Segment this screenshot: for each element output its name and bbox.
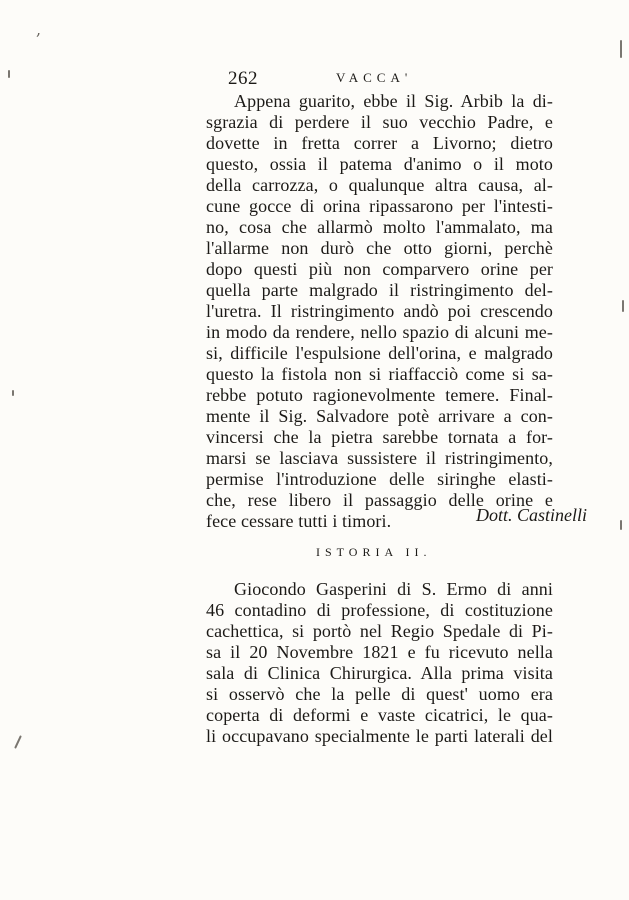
- text-line: cune gocce di orina ripassarono per l'intesti-: [206, 196, 553, 216]
- scan-speck: [8, 70, 10, 78]
- text-line: dovette in fretta correr a Livorno; dietro: [206, 133, 553, 153]
- page-number: 262: [228, 68, 258, 89]
- text-line: no, cosa che allarmò molto l'ammalato, ma: [206, 217, 553, 237]
- section-title: ISTORIA II.: [316, 545, 432, 559]
- text-line: questo, ossia il patema d'animo o il moto: [206, 154, 553, 174]
- text-line: fece cessare tutti i timori.: [206, 511, 392, 531]
- text-line: in modo da rendere, nello spazio di alcuni me-: [206, 322, 553, 342]
- text-line: sala di Clinica Chirurgica. Alla prima visita: [206, 663, 553, 683]
- text-line: che, rese libero il passaggio delle orine e: [206, 490, 553, 510]
- text-line: Appena guarito, ebbe il Sig. Arbib la di-: [234, 91, 553, 111]
- text-line: l'allarme non durò che otto giorni, perchè: [206, 238, 553, 258]
- passage-2: [206, 578, 553, 758]
- text-line: li occupavano specialmente le parti laterali del: [206, 726, 553, 746]
- text-line: si, difficile l'espulsione dell'orina, e malgrado: [206, 343, 553, 363]
- scan-speck: [12, 390, 14, 396]
- text-line: vincersi che la pietra sarebbe tornata a for-: [206, 427, 553, 447]
- text-line: l'uretra. Il ristringimento andò poi crescendo: [206, 301, 553, 321]
- text-line: questo la fistola non si riaffacciò come si sa-: [206, 364, 553, 384]
- text-line: si osservò che la pelle di quest' uomo era: [206, 684, 553, 704]
- text-line: marsi se lasciava sussistere il ristringimento,: [206, 448, 553, 468]
- text-line: sa il 20 Novembre 1821 e fu ricevuto nella: [206, 642, 553, 662]
- text-line: sgrazia di perdere il suo vecchio Padre, e: [206, 112, 553, 132]
- text-line: quella parte malgrado il ristringimento del-: [206, 280, 553, 300]
- scan-speck: [622, 300, 624, 312]
- text-line: mente il Sig. Salvadore potè arrivare a con-: [206, 406, 553, 426]
- text-line: dopo questi più non comparvero orine per: [206, 259, 553, 279]
- text-line: rebbe potuto ragionevolmente temere. Final-: [206, 385, 553, 405]
- margin-mark: ,: [36, 20, 42, 39]
- text-line: 46 contadino di professione, di costituzione: [206, 600, 553, 620]
- text-line: Giocondo Gasperini di S. Ermo di anni: [234, 579, 553, 599]
- scan-speck: [620, 40, 622, 58]
- text-line: coperta di deformi e vaste cicatrici, le qua-: [206, 705, 553, 725]
- passage-1: [206, 90, 553, 552]
- text-line: permise l'introduzione delle siringhe elasti-: [206, 469, 553, 489]
- signature: Dott. Castinelli: [475, 505, 587, 525]
- text-line: cachettica, si portò nel Regio Spedale di Pi-: [206, 621, 553, 641]
- scan-speck: [620, 520, 622, 530]
- text-line: della carrozza, o qualunque altra causa, al-: [206, 175, 553, 195]
- page-header: [228, 68, 448, 90]
- scan-speck: [14, 735, 22, 749]
- running-head: VACCA': [336, 70, 413, 85]
